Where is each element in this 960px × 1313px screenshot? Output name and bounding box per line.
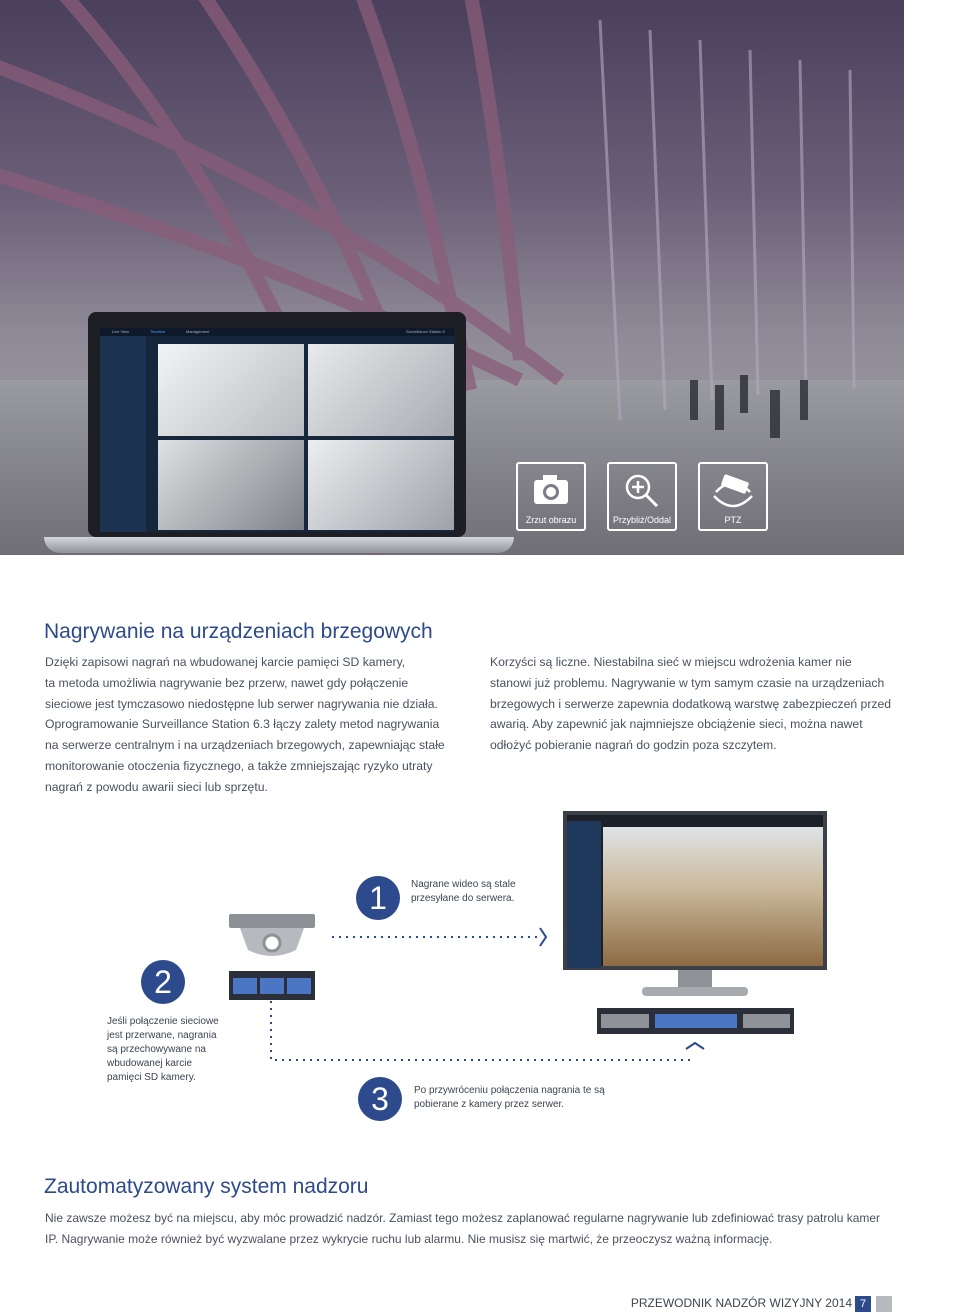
step-3-text: [414, 1084, 605, 1112]
camera-filmstrip: [229, 971, 315, 1000]
screenshot-label: Zrzut obrazu: [525, 515, 577, 525]
laptop-screen: [100, 328, 454, 532]
video-feed-4: [308, 440, 454, 530]
paragraph-line: Dzięki zapisowi nagrań na wbudowanej karcie pamięci SD kamery,: [45, 655, 406, 669]
paragraph-line: awarią. Aby zapewnić jak najmniejsze obciążenie sieci, można nawet: [490, 717, 863, 732]
video-feed-3: [158, 440, 304, 530]
hero-image: [0, 0, 904, 555]
screenshot-button[interactable]: [516, 462, 586, 531]
zoom-button[interactable]: [607, 462, 677, 531]
ptz-button[interactable]: [698, 462, 768, 531]
paragraph-line: Nie zawsze możesz być na miejscu, aby móc prowadzić nadzór. Zamiast tego możesz zaplanować regularne nagrywanie lub zdefiniować trasy patrolu kamer: [45, 1211, 881, 1225]
tab-management[interactable]: Management: [186, 329, 210, 334]
camera-icon: [531, 472, 571, 506]
paragraph-line: monitorowanie otoczenia fizycznego, a także zmniejszając ryzyko utraty: [45, 758, 433, 773]
step-1-line: przesyłane do serwera.: [411, 893, 515, 904]
paragraph-line: Korzyści są liczne. Niestabilna sieć w miejscu wdrożenia kamer nie: [490, 655, 852, 669]
app-topbar: [100, 328, 454, 336]
paragraph-line: na serwerze centralnym i na urządzeniach brzegowych, zapewniając stałe: [45, 738, 445, 753]
zoom-label: Przybliż/Oddal: [612, 515, 672, 525]
paragraph-line: stanowi już problemu. Nagrywanie w tym samym czasie na urządzeniach: [490, 675, 885, 690]
laptop: [88, 312, 466, 537]
server-monitor: [563, 811, 827, 970]
monitor-base: [642, 987, 748, 996]
step-2-line: Jeśli połączenie sieciowe: [107, 1016, 219, 1027]
step-2-line: są przechowywane na: [107, 1044, 206, 1055]
tab-timeline[interactable]: Timeline: [150, 329, 165, 334]
paragraph-line: odłożyć pobieranie nagrań do godzin poza szczytem.: [490, 738, 777, 753]
paragraph-line: sieciowe jest tymczasowo niedostępne lub serwer nagrywania nie działa.: [45, 696, 438, 711]
app-sidebar: [100, 336, 146, 532]
video-feed-1: [158, 344, 304, 436]
step-1-line: Nagrane wideo są stale: [411, 879, 516, 890]
paragraph-line: Oprogramowanie Surveillance Station 6.3 łączy zalety metod nagrywania: [45, 717, 440, 732]
laptop-base: [44, 537, 514, 553]
step-2-text: [107, 1015, 219, 1085]
video-feed-2: [308, 344, 454, 436]
monitor-sidebar: [567, 821, 601, 968]
zoom-in-icon: [622, 472, 662, 508]
tab-live-view[interactable]: Live View: [112, 329, 130, 334]
step-2-number: 2: [141, 960, 185, 1004]
arrow-head-2: [686, 1043, 704, 1049]
step-3-line: Po przywróceniu połączenia nagrania te są: [414, 1085, 605, 1096]
server-filmstrip: [597, 1008, 794, 1034]
footer-title: PRZEWODNIK NADZÓR WIZYJNY 2014: [630, 1296, 852, 1310]
step-1-number: 1: [356, 876, 400, 920]
automated-paragraph: [45, 1208, 880, 1250]
paragraph-line: brzegowych i serwerze zapewnia dodatkową warstwę zabezpieczeń przed: [490, 696, 892, 711]
section-title-edge-recording: Nagrywanie na urządzeniach brzegowych: [44, 620, 433, 643]
arrow-line-2: [271, 1001, 695, 1060]
ptz-camera-icon: [708, 472, 758, 512]
step-2-line: pamięci SD kamery.: [107, 1072, 196, 1083]
app-name: Surveillance Station 6: [406, 329, 445, 334]
page-number: 7: [855, 1296, 871, 1312]
ptz-label: PTZ: [724, 515, 742, 525]
paragraph-line: IP. Nagrywanie może również być wyzwalane przez wykrycie ruchu lub alarmu. Nie musisz się martwić, że przeoczysz ważną informację.: [45, 1231, 773, 1246]
footer-decoration: [876, 1296, 892, 1312]
paragraph-line: ta metoda umożliwia nagrywanie bez przerw, nawet gdy połączenie: [45, 675, 409, 690]
arrow-head-1: [540, 928, 546, 946]
step-1-text: [411, 878, 516, 906]
step-2-line: wbudowanej karcie: [107, 1058, 193, 1069]
warehouse-feed: [603, 827, 823, 966]
dome-camera-icon: [229, 914, 315, 956]
step-3-line: pobierane z kamery przez serwer.: [414, 1099, 565, 1110]
right-paragraph: [490, 652, 891, 756]
paragraph-line: nagrań z powodu awarii sieci lub sprzętu.: [45, 779, 268, 794]
section-title-automated: Zautomatyzowany system nadzoru: [44, 1175, 369, 1198]
step-2-line: jest przerwane, nagrania: [107, 1030, 217, 1041]
left-paragraph: [45, 652, 445, 798]
step-3-number: 3: [358, 1077, 402, 1121]
monitor-stand: [678, 970, 712, 988]
